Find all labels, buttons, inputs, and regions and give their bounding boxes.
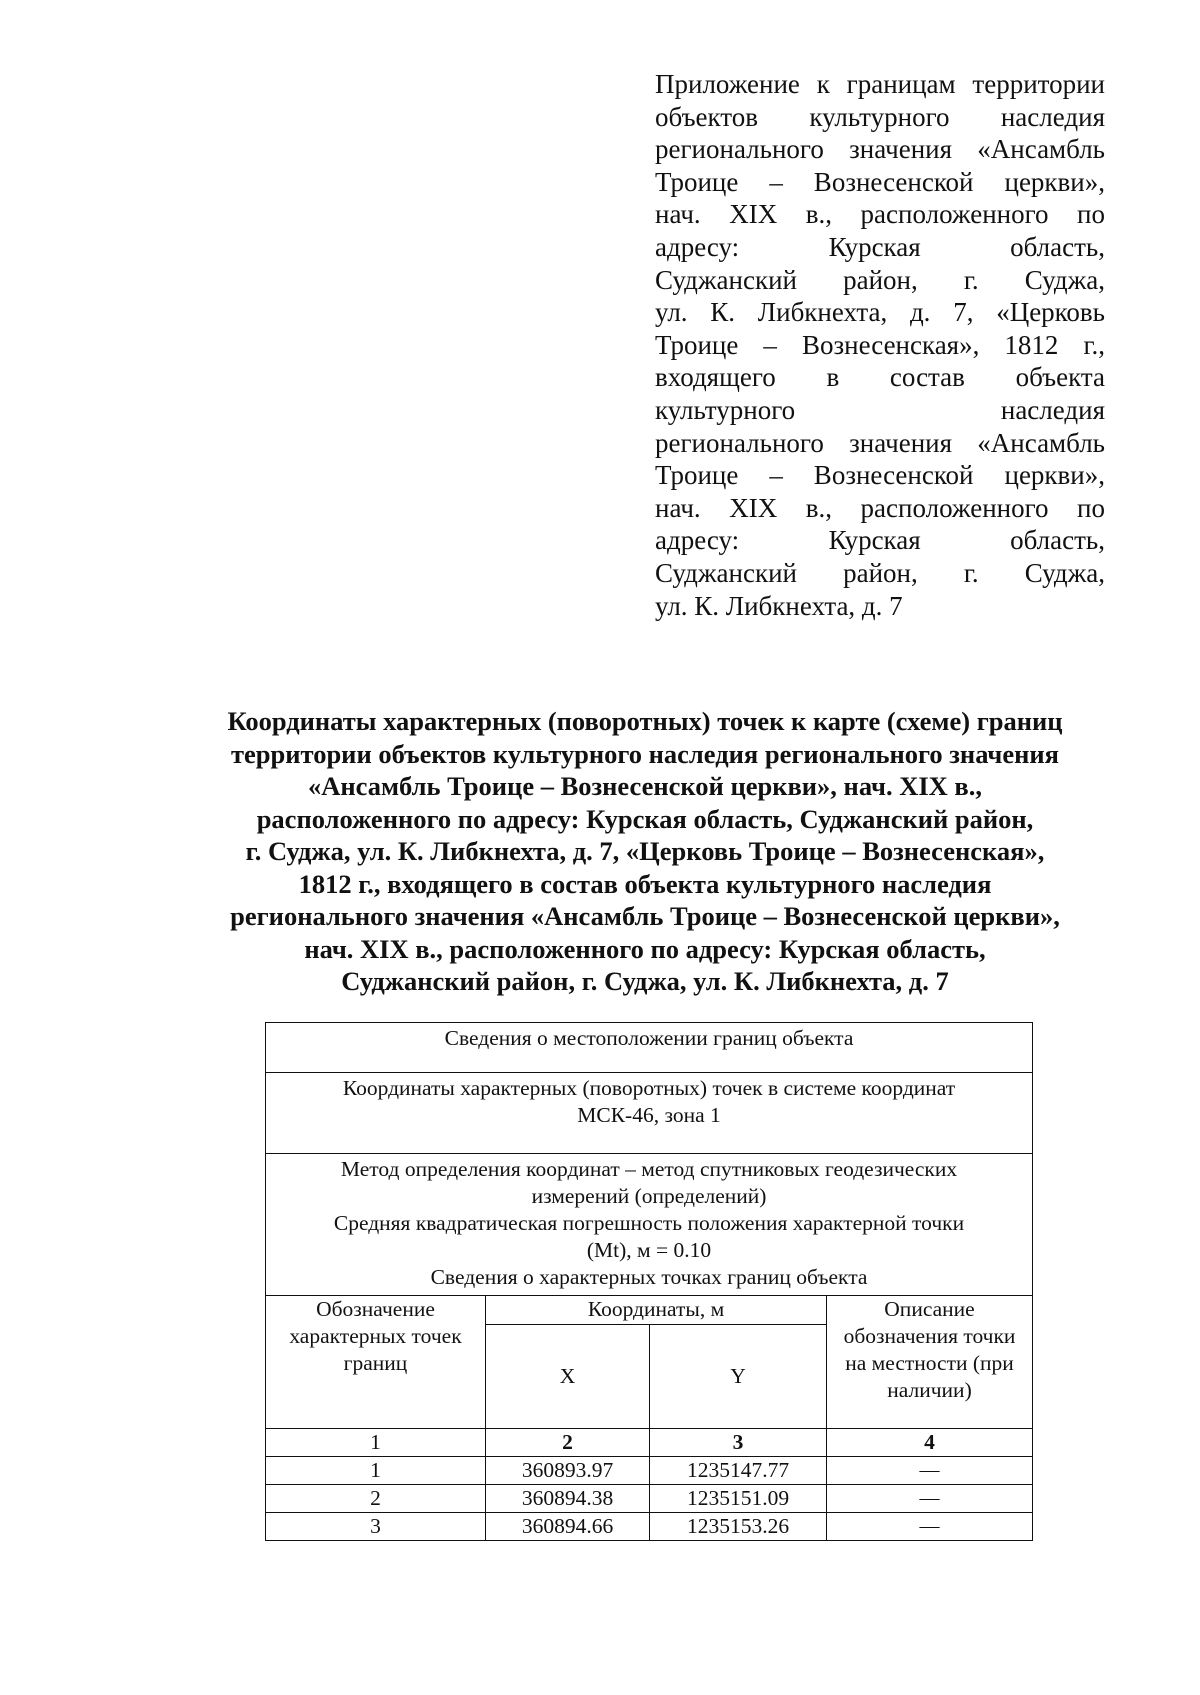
appendix-line: адресу: Курская область,	[655, 525, 1105, 556]
appendix-line: Суджанский район, г. Суджа,	[655, 264, 1105, 295]
title-line: Суджанский район, г. Суджа, ул. К. Либкнехта, д. 7	[341, 966, 949, 996]
column-number-cell: 1	[266, 1429, 486, 1457]
description-cell: —	[827, 1457, 1033, 1485]
point-cell: 2	[266, 1485, 486, 1513]
table-row	[266, 1513, 1033, 1541]
header-description: Описание обозначения точки на местности (при наличии)	[827, 1296, 1033, 1429]
x-cell: 360894.38	[486, 1485, 650, 1513]
title-line: Координаты характерных (поворотных) точек к карте (схеме) границ	[227, 706, 1063, 736]
coord-system-cell	[266, 1073, 1033, 1154]
appendix-note	[655, 68, 1105, 622]
table-section-row	[266, 1023, 1033, 1073]
table-row	[266, 1485, 1033, 1513]
appendix-line: нач. XIX в., расположенного по	[655, 492, 1105, 523]
column-number-cell: 4	[827, 1429, 1033, 1457]
title-line: нач. XIX в., расположенного по адресу: Курская область,	[304, 933, 986, 964]
method-line: Метод определения координат – метод спутниковых геодезических	[340, 1157, 958, 1181]
title-line: расположенного по адресу: Курская область, Суджанский район,	[256, 803, 1034, 834]
appendix-line: объектов культурного наследия	[655, 101, 1105, 132]
table-column-numbers-row	[266, 1429, 1033, 1457]
appendix-line: входящего в состав объекта	[655, 362, 1105, 393]
column-number-cell: 2	[486, 1429, 650, 1457]
appendix-line: Троице – Вознесенской церкви»,	[655, 166, 1105, 197]
appendix-line: ул. К. Либкнехта, д. 7	[655, 590, 903, 621]
section-title-cell	[266, 1023, 1033, 1073]
point-cell: 1	[266, 1457, 486, 1485]
description-cell: —	[827, 1485, 1033, 1513]
appendix-line: ул. К. Либкнехта, д. 7, «Церковь	[655, 297, 1105, 328]
y-cell: 1235153.26	[650, 1513, 827, 1541]
y-cell: 1235147.77	[650, 1457, 827, 1485]
appendix-line: регионального значения «Ансамбль	[655, 427, 1105, 458]
description-cell: —	[827, 1513, 1033, 1541]
point-cell: 3	[266, 1513, 486, 1541]
method-line: Сведения о характерных точках границ объекта	[430, 1265, 868, 1289]
title-line: г. Суджа, ул. К. Либкнехта, д. 7, «Церковь Троице – Вознесенская»,	[245, 836, 1045, 866]
appendix-line: Суджанский район, г. Суджа,	[655, 557, 1105, 588]
method-line: (Mt), м = 0.10	[586, 1238, 712, 1262]
appendix-line: нач. XIX в., расположенного по	[655, 199, 1105, 230]
title-line: 1812 г., входящего в состав объекта культурного наследия	[298, 868, 992, 899]
table-coord-system-row	[266, 1073, 1033, 1154]
column-number-cell: 3	[650, 1429, 827, 1457]
appendix-line: Троице – Вознесенской церкви»,	[655, 460, 1105, 491]
document-title	[180, 705, 1110, 998]
y-cell: 1235151.09	[650, 1485, 827, 1513]
coord-system-line: МСК-46, зона 1	[577, 1103, 721, 1127]
table-method-row	[266, 1154, 1033, 1296]
table-row	[266, 1457, 1033, 1485]
method-line: измерений (определений)	[531, 1184, 767, 1208]
header-x: X	[486, 1325, 650, 1429]
x-cell: 360893.97	[486, 1457, 650, 1485]
title-line: регионального значения «Ансамбль Троице – Вознесенской церкви»,	[230, 901, 1060, 931]
section-title: Сведения о местоположении границ объекта	[444, 1026, 854, 1050]
title-line: территории объектов культурного наследия регионального значения	[231, 738, 1059, 769]
header-point-designation: Обозначение характерных точек границ	[266, 1296, 486, 1429]
appendix-line: Приложение к границам территории	[655, 69, 1105, 99]
coordinates-table	[265, 1022, 1033, 1541]
method-line: Средняя квадратическая погрешность положения характерной точки	[333, 1211, 965, 1235]
appendix-line: культурного наследия	[655, 394, 1105, 425]
x-cell: 360894.66	[486, 1513, 650, 1541]
table-header-row	[266, 1296, 1033, 1325]
header-y: Y	[650, 1325, 827, 1429]
appendix-line: Троице – Вознесенская», 1812 г.,	[655, 329, 1105, 360]
coord-system-line: Координаты характерных (поворотных) точек в системе координат	[342, 1076, 956, 1100]
appendix-line: регионального значения «Ансамбль	[655, 134, 1105, 165]
title-line: «Ансамбль Троице – Вознесенской церкви», нач. XIX в.,	[307, 771, 982, 801]
header-coordinates: Координаты, м	[486, 1296, 827, 1325]
appendix-line: адресу: Курская область,	[655, 231, 1105, 262]
method-cell	[266, 1154, 1033, 1296]
